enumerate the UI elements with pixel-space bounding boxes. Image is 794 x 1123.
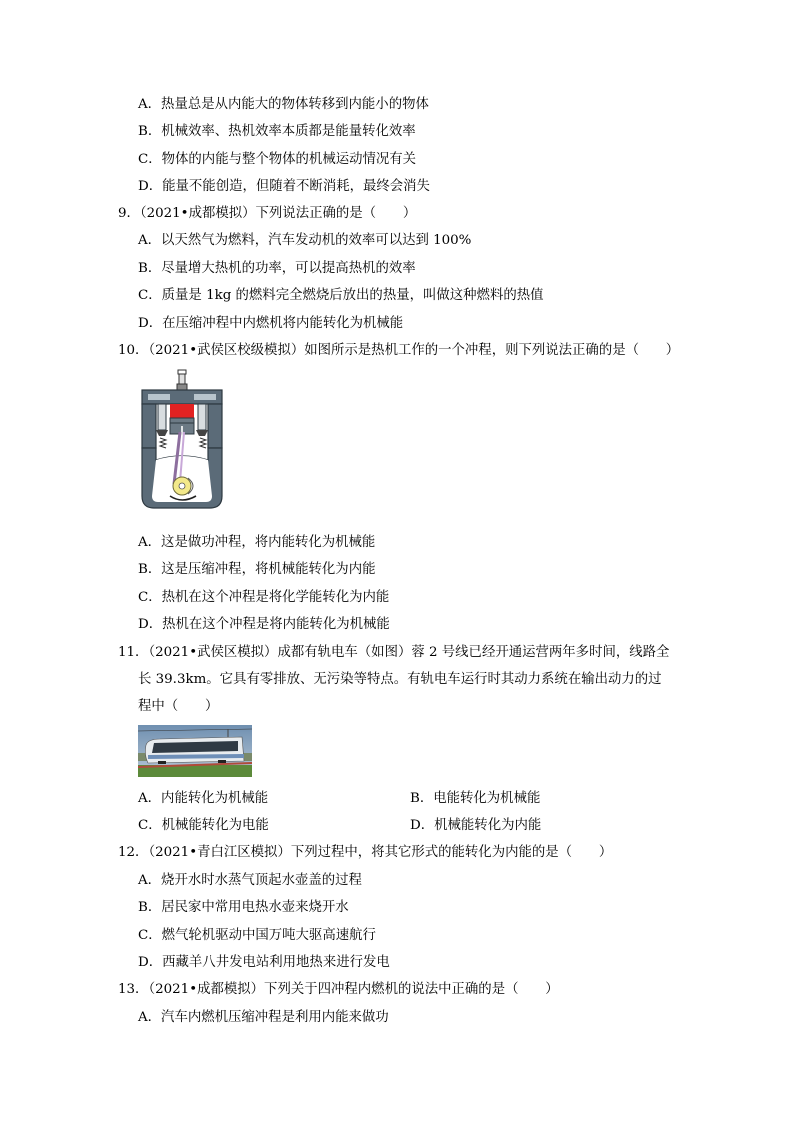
q8-option-b: B．机械效率、热机效率本质都是能量转化效率 (138, 124, 416, 139)
q11-option-a: A．内能转化为机械能 (138, 791, 269, 806)
q13-option-a: A．汽车内燃机压缩冲程是利用内能来做功 (138, 1010, 389, 1025)
q10-option-a: A．这是做功冲程，将内能转化为机械能 (138, 535, 376, 550)
q13-stem: 13．（2021•成都模拟）下列关于四冲程内燃机的说法中正确的是（ ） (118, 982, 559, 997)
q12-option-a: A．烧开水时水蒸气顶起水壶盖的过程 (138, 873, 362, 888)
engine-stroke-figure (136, 368, 228, 512)
q12-option-b: B．居民家中常用电热水壶来烧开水 (138, 900, 349, 915)
q11-option-c: C．机械能转化为电能 (138, 818, 269, 833)
q9-option-a: A．以天然气为燃料，汽车发动机的效率可以达到 100% (138, 233, 472, 248)
q12-option-c: C．燃气轮机驱动中国万吨大驱高速航行 (138, 928, 376, 943)
q10-option-d: D．热机在这个冲程是将内能转化为机械能 (138, 617, 390, 632)
q11-stem-line-2: 长 39.3km。它具有零排放、无污染等特点。有轨电车运行时其动力系统在输出动力的过 (138, 672, 662, 687)
q11-stem-line-1: 11．（2021•武侯区模拟）成都有轨电车（如图）蓉 2 号线已经开通运营两年多时间，线路全 (118, 645, 670, 660)
q8-option-c: C．物体的内能与整个物体的机械运动情况有关 (138, 152, 417, 167)
q10-stem: 10．（2021•武侯区校级模拟）如图所示是热机工作的一个冲程，则下列说法正确的是（ ） (118, 343, 680, 358)
q12-stem: 12．（2021•青白江区模拟）下列过程中，将其它形式的能转化为内能的是（ ） (118, 845, 613, 860)
q12-option-d: D．西藏羊八井发电站利用地热来进行发电 (138, 955, 390, 970)
tram-photo (138, 725, 252, 777)
q9-option-d: D．在压缩冲程中内燃机将内能转化为机械能 (138, 316, 404, 331)
q9-stem: 9．（2021•成都模拟）下列说法正确的是（ ） (118, 206, 417, 221)
q11-option-b: B．电能转化为机械能 (410, 791, 541, 806)
q11-option-d: D．机械能转化为内能 (410, 818, 542, 833)
q11-stem-line-3: 程中（ ） (138, 699, 219, 714)
q8-option-d: D．能量不能创造，但随着不断消耗，最终会消失 (138, 179, 430, 194)
q9-option-c: C．质量是 1kg 的燃料完全燃烧后放出的热量，叫做这种燃料的热值 (138, 288, 544, 303)
q8-option-a: A．热量总是从内能大的物体转移到内能小的物体 (138, 97, 429, 112)
q9-option-b: B．尽量增大热机的功率，可以提高热机的效率 (138, 261, 416, 276)
q10-option-b: B．这是压缩冲程，将机械能转化为内能 (138, 562, 376, 577)
q10-option-c: C．热机在这个冲程是将化学能转化为内能 (138, 590, 390, 605)
